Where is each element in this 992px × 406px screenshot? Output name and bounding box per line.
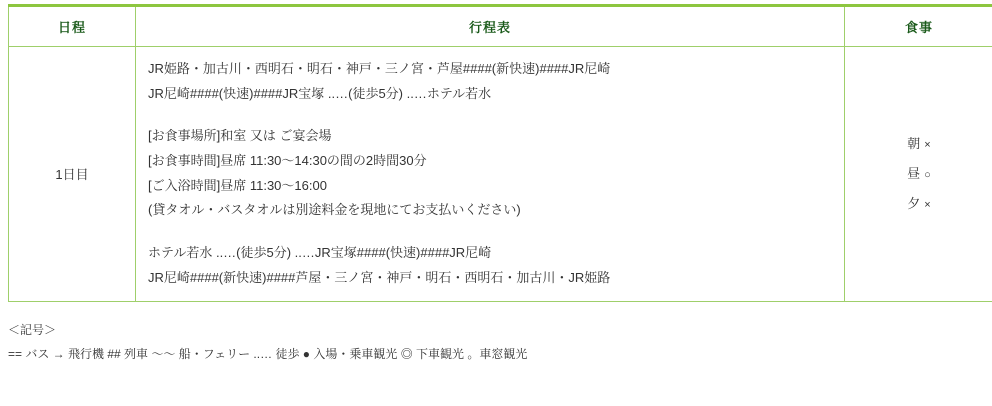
plan-line: [お食事場所]和室 又は ご宴会場 <box>148 124 832 149</box>
plan-line: JR尼崎####(新快速)####芦屋・三ノ宮・神戸・明石・西明石・加古川・JR姫路 <box>148 266 832 291</box>
plan-line: [ご入浴時間]昼席 11:30〜16:00 <box>148 174 832 199</box>
table-row <box>9 47 992 302</box>
plan-line: JR姫路・加古川・西明石・明石・神戸・三ノ宮・芦屋####(新快速)####JR尼崎 <box>148 57 832 82</box>
table-header-row <box>9 6 992 47</box>
cell-meal <box>845 47 992 302</box>
legend <box>8 318 992 366</box>
column-header-meal: 食事 <box>845 6 992 47</box>
plan-block-transport-outbound <box>148 57 832 106</box>
column-header-plan: 行程表 <box>136 6 845 47</box>
table-header <box>9 6 992 47</box>
meal-dinner <box>857 189 981 219</box>
legend-title: ＜記号＞ <box>8 318 992 342</box>
plan-line: JR尼崎####(快速)####JR宝塚 ..…(徒歩5分) ..…ホテル若水 <box>148 82 832 107</box>
meal-breakfast-mark: × <box>924 139 930 151</box>
plan-block-transport-return <box>148 241 832 290</box>
itinerary-page <box>0 4 992 366</box>
legend-body: == バス → 飛行機 ## 列車 〜〜 船・フェリー ..… 徒歩 ● 入場・乗車観光 ◎ 下車観光 。車窓観光 <box>8 342 992 366</box>
cell-day: 1日目 <box>9 47 136 302</box>
meal-lunch <box>857 159 981 189</box>
plan-block-details <box>148 124 832 223</box>
meal-breakfast <box>857 129 981 159</box>
meal-dinner-mark: × <box>924 199 930 211</box>
itinerary-table <box>8 4 992 302</box>
cell-plan <box>136 47 845 302</box>
meal-breakfast-label: 朝 <box>907 136 920 151</box>
plan-line: [お食事時間]昼席 11:30〜14:30の間の2時間30分 <box>148 149 832 174</box>
table-body <box>9 47 992 302</box>
plan-line: (貸タオル・バスタオルは別途料金を現地にてお支払いください) <box>148 198 832 223</box>
plan-line: ホテル若水 ..…(徒歩5分) ..…JR宝塚####(快速)####JR尼崎 <box>148 241 832 266</box>
column-header-date: 日程 <box>9 6 136 47</box>
meal-lunch-label: 昼 <box>907 166 920 181</box>
meal-dinner-label: 夕 <box>907 196 920 211</box>
meal-lunch-mark: ○ <box>924 169 931 181</box>
